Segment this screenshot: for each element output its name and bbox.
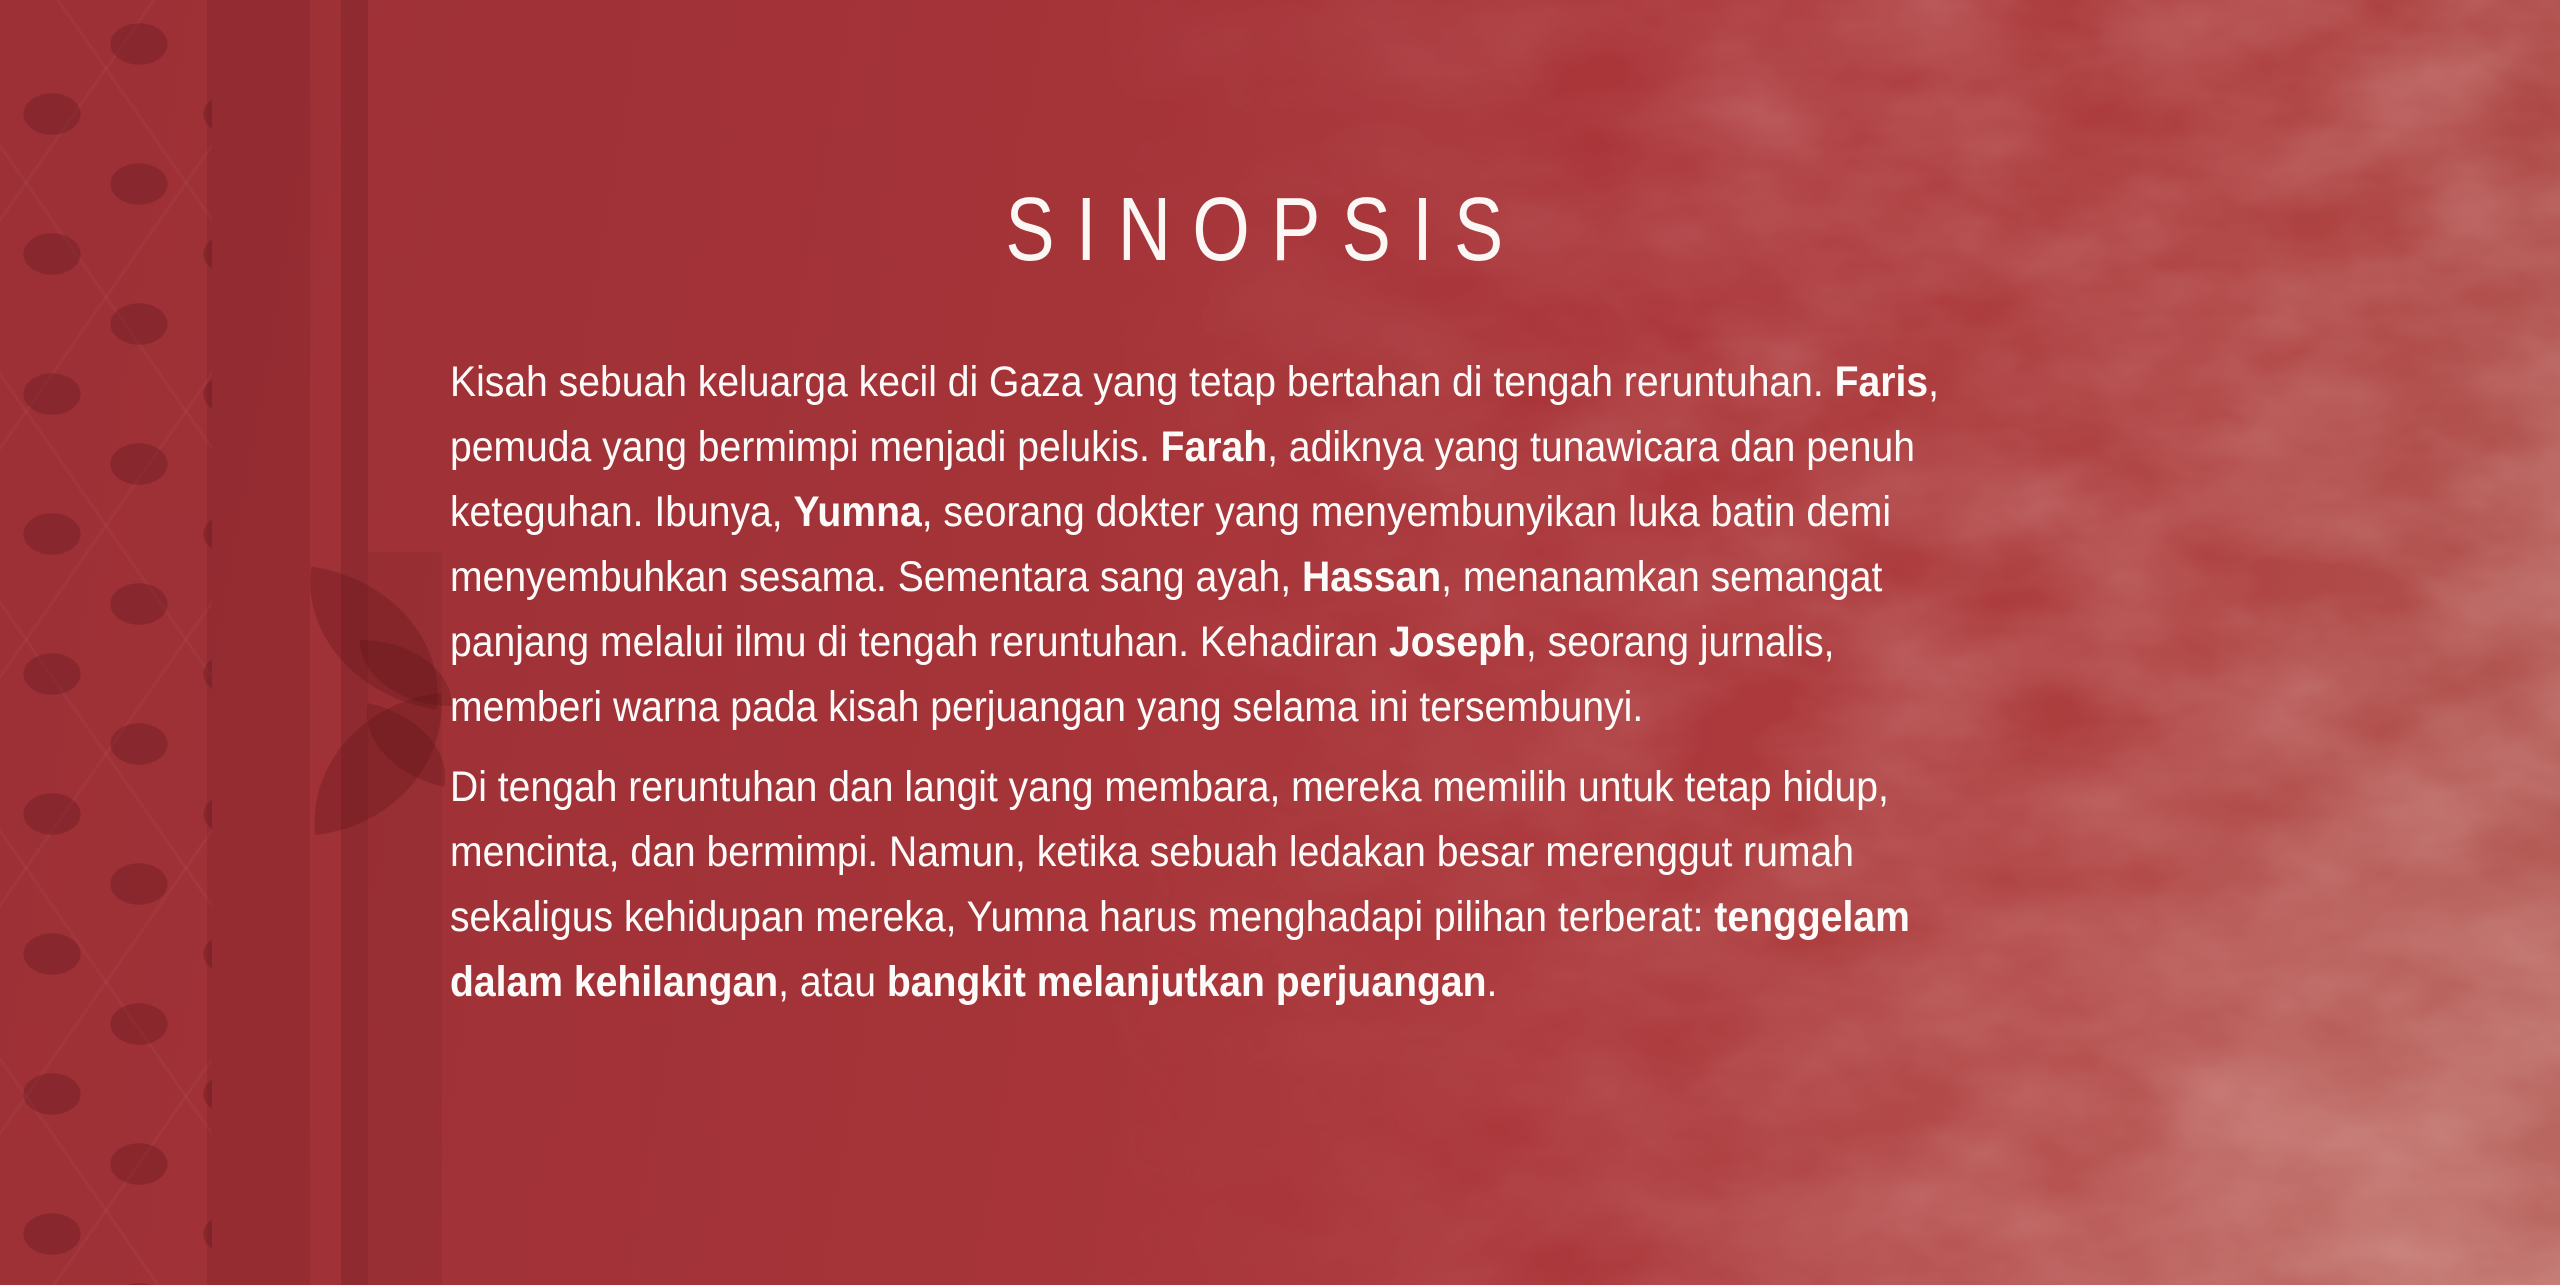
character-name-bold: Hassan — [1301, 554, 1442, 601]
synopsis-line — [450, 610, 1950, 675]
dot-pattern-decoration — [0, 0, 212, 1285]
synopsis-segment: , adiknya yang tunawicara dan penuh — [1267, 424, 1915, 471]
synopsis-segment: , menanamkan semangat — [1441, 554, 1883, 601]
synopsis-segment: , seorang jurnalis, — [1525, 619, 1835, 666]
synopsis-segment: menyembuhkan sesama. Sementara sang ayah, — [450, 554, 1302, 601]
bottom-accent-band — [0, 1274, 2560, 1285]
slide-content — [450, 0, 2080, 1015]
synopsis-segment: mencinta, dan bermimpi. Namun, ketika sebuah ledakan besar merenggut rumah — [450, 829, 1855, 876]
synopsis-segment: , atau — [778, 959, 887, 1006]
synopsis-segment: , — [1928, 359, 1939, 406]
synopsis-text — [450, 350, 2080, 1015]
vertical-bar-decoration — [207, 0, 310, 1285]
character-name-bold: Faris — [1834, 359, 1929, 406]
synopsis-paragraph — [450, 350, 2080, 740]
character-name-bold: dalam kehilangan — [450, 959, 779, 1006]
synopsis-line — [450, 820, 1950, 885]
synopsis-line — [450, 950, 1950, 1015]
character-name-bold: Farah — [1160, 424, 1268, 471]
synopsis-paragraph — [450, 755, 2080, 1015]
synopsis-segment: sekaligus kehidupan mereka, Yumna harus menghadapi pilihan terberat: — [450, 894, 1715, 941]
synopsis-segment: Kisah sebuah keluarga kecil di Gaza yang tetap bertahan di tengah reruntuhan. — [450, 359, 1835, 406]
synopsis-segment: Di tengah reruntuhan dan langit yang membara, mereka memilih untuk tetap hidup, — [450, 764, 1889, 811]
character-name-bold: bangkit melanjutkan perjuangan — [886, 959, 1487, 1006]
synopsis-segment: memberi warna pada kisah perjuangan yang selama ini tersembunyi. — [450, 684, 1644, 731]
synopsis-segment: keteguhan. Ibunya, — [450, 489, 794, 536]
synopsis-segment: pemuda yang bermimpi menjadi pelukis. — [450, 424, 1161, 471]
synopsis-line — [450, 415, 1950, 480]
synopsis-line — [450, 885, 1950, 950]
synopsis-line — [450, 350, 1950, 415]
synopsis-line — [450, 480, 1950, 545]
character-name-bold: tenggelam — [1714, 894, 1910, 941]
synopsis-segment: . — [1486, 959, 1498, 1006]
page-title: SINOPSIS — [1005, 180, 1525, 280]
character-name-bold: Joseph — [1389, 619, 1526, 666]
synopsis-segment: , seorang dokter yang menyembunyikan luka batin demi — [921, 489, 1892, 536]
synopsis-line — [450, 545, 1950, 610]
synopsis-segment: panjang melalui ilmu di tengah reruntuhan. Kehadiran — [450, 619, 1390, 666]
synopsis-line — [450, 675, 1950, 740]
synopsis-line — [450, 755, 1950, 820]
character-name-bold: Yumna — [793, 489, 922, 536]
